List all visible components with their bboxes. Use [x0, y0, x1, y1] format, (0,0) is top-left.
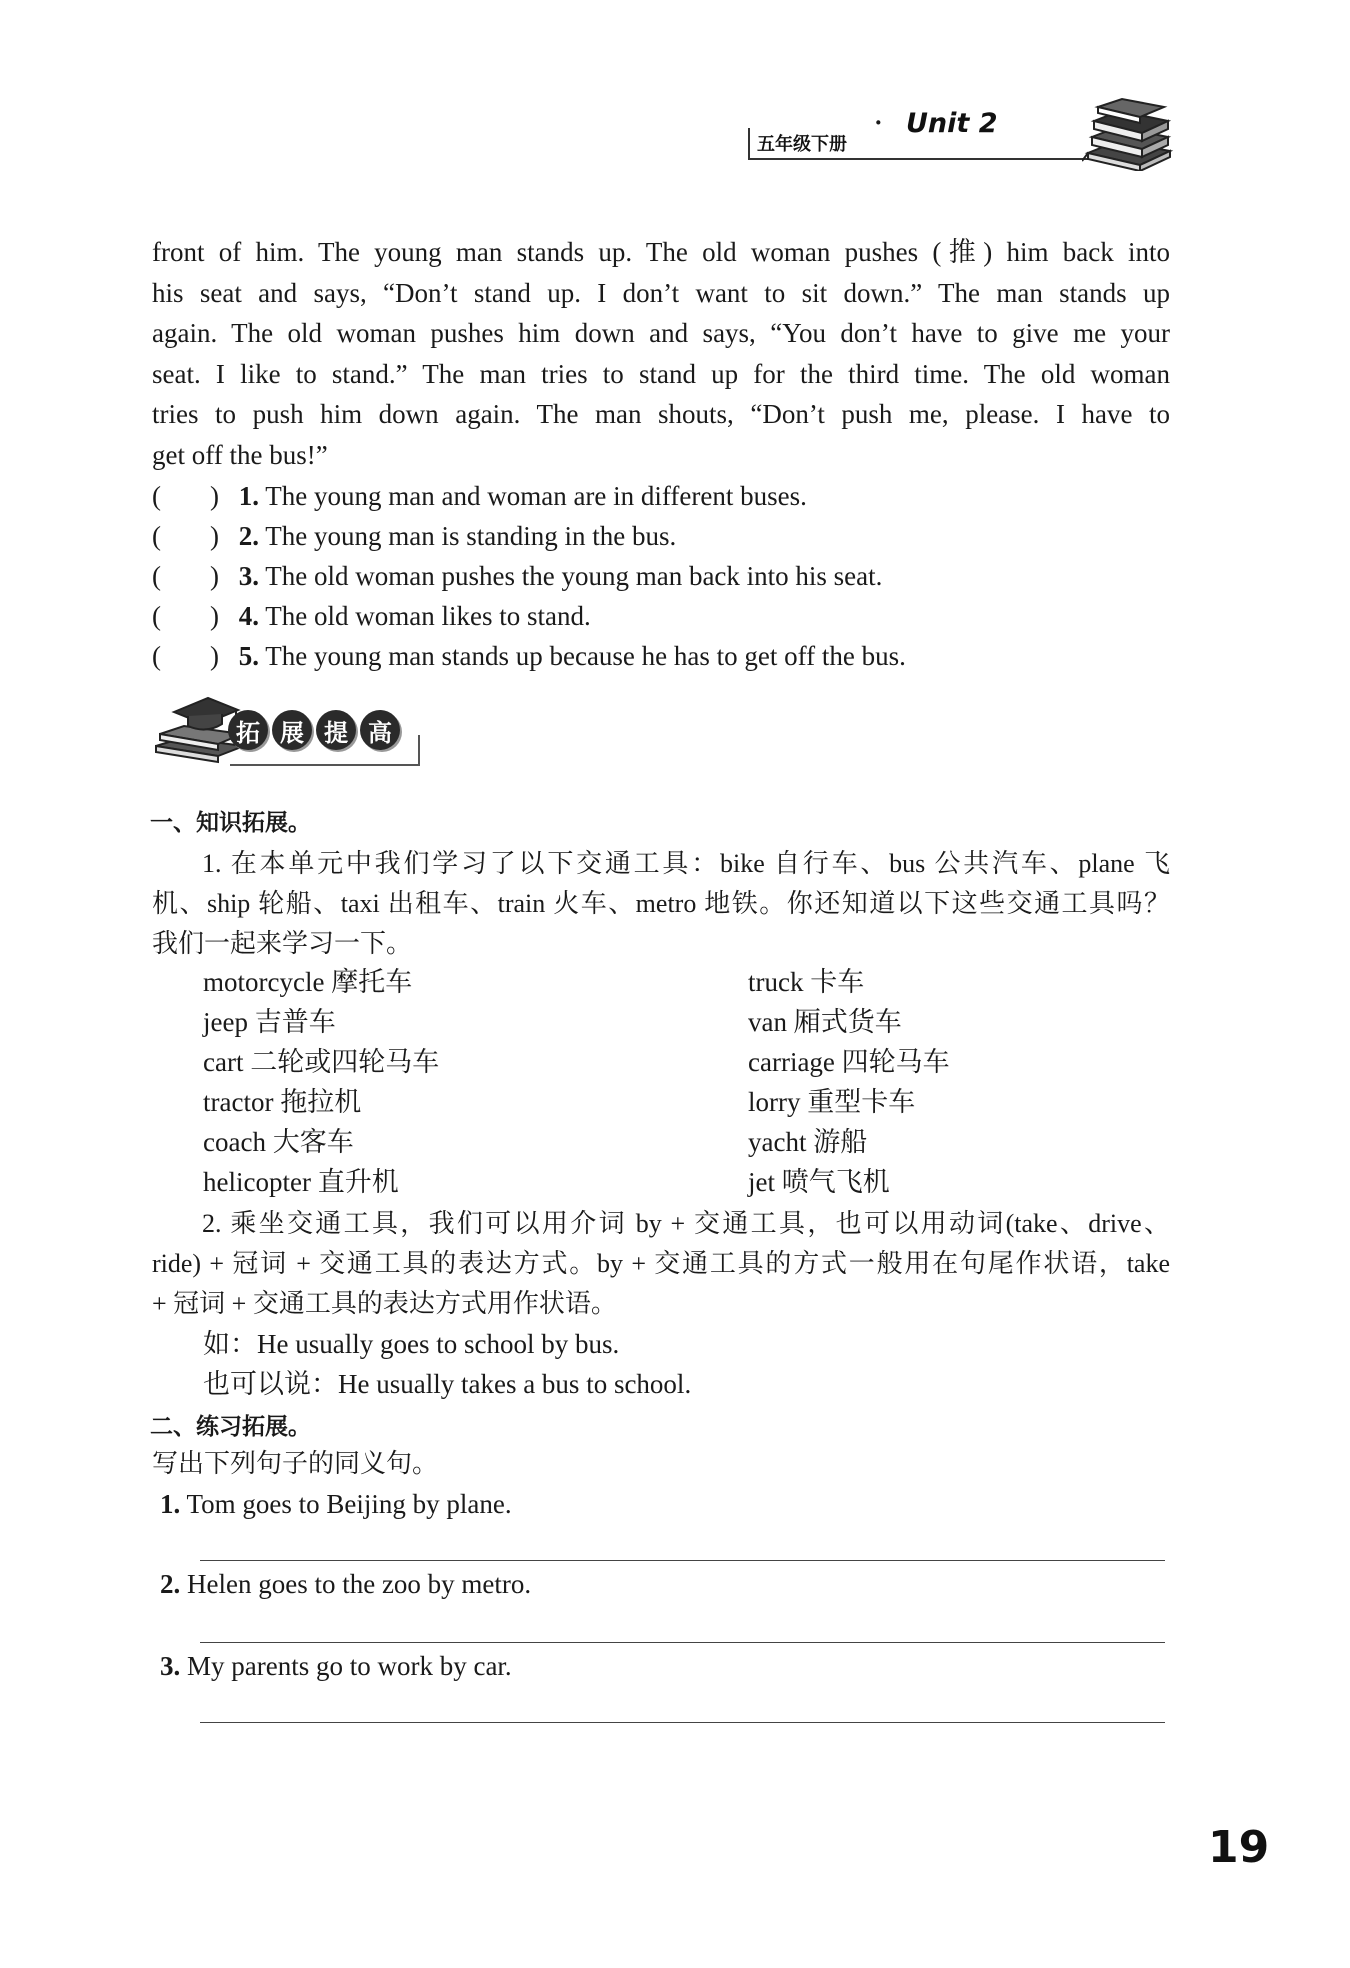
- question-text: The old woman pushes the young man back into his seat.: [265, 561, 883, 591]
- item-2-line: ride) + 冠词 + 交通工具的表达方式。by + 交通工具的方式一般用在句尾作状语，take: [152, 1249, 1170, 1278]
- vocab-item: jet 喷气飞机: [748, 1167, 890, 1197]
- vocab-item: jeep 吉普车: [203, 1007, 336, 1037]
- banner-char: 展: [272, 710, 312, 750]
- item-1-line: 1. 在本单元中我们学习了以下交通工具：bike 自行车、bus 公共汽车、plane 飞: [202, 849, 1170, 878]
- answer-line[interactable]: [200, 1560, 1165, 1561]
- vocab-item: cart 二轮或四轮马车: [203, 1047, 440, 1077]
- answer-paren-open[interactable]: (: [152, 601, 161, 631]
- banner-char: 高: [360, 710, 400, 750]
- passage-line: again. The old woman pushes him down and says, “You don’t have to give me your: [152, 318, 1170, 348]
- vocab-item: tractor 拖拉机: [203, 1087, 362, 1117]
- item-1-line: 我们一起来学习一下。: [152, 929, 413, 958]
- passage-line: front of him. The young man stands up. The old woman pushes (推) him back into: [152, 237, 1170, 267]
- question-number: 4.: [238, 601, 259, 631]
- vocab-item: van 厢式货车: [748, 1007, 902, 1037]
- banner-underline-edge: [418, 735, 420, 765]
- unit-label: Unit 2: [906, 108, 998, 139]
- question-row: [152, 516, 676, 556]
- page-number: 19: [1208, 1822, 1270, 1873]
- question-number: 3.: [238, 561, 259, 591]
- exercise-row: [160, 1646, 512, 1686]
- books-stack-icon: [1082, 95, 1174, 171]
- answer-paren-open[interactable]: (: [152, 481, 161, 511]
- example-sentence: 如：He usually goes to school by bus.: [203, 1329, 620, 1359]
- section-2-heading: 二、练习拓展。: [150, 1414, 311, 1440]
- answer-paren-close: ): [210, 641, 219, 671]
- answer-paren-open[interactable]: (: [152, 561, 161, 591]
- exercise-row: [160, 1564, 531, 1604]
- exercise-number: 2.: [160, 1569, 181, 1599]
- vocab-item: lorry 重型卡车: [748, 1087, 916, 1117]
- passage-line: seat. I like to stand.” The man tries to stand up for the third time. The old woman: [152, 358, 1170, 389]
- exercise-number: 1.: [160, 1489, 181, 1519]
- grade-label: 五年级下册: [757, 134, 847, 155]
- item-2-line: 2. 乘坐交通工具，我们可以用介词 by + 交通工具，也可以用动词(take、drive、: [202, 1209, 1170, 1238]
- exercise-row: [160, 1484, 512, 1524]
- answer-paren-open[interactable]: (: [152, 521, 161, 551]
- answer-paren-close: ): [210, 521, 219, 551]
- exercise-text: Tom goes to Beijing by plane.: [186, 1489, 512, 1519]
- answer-paren-close: ): [210, 561, 219, 591]
- answer-line[interactable]: [200, 1642, 1165, 1643]
- question-text: The young man stands up because he has to get off the bus.: [265, 641, 906, 671]
- vocab-item: yacht 游船: [748, 1127, 868, 1157]
- vocab-item: motorcycle 摩托车: [203, 967, 413, 997]
- section-2-instruction: 写出下列句子的同义句。: [152, 1449, 439, 1478]
- question-text: The young man is standing in the bus.: [265, 521, 677, 551]
- answer-line[interactable]: [200, 1722, 1165, 1723]
- question-text: The old woman likes to stand.: [265, 601, 591, 631]
- banner-char: 提: [316, 710, 356, 750]
- question-number: 5.: [238, 641, 259, 671]
- question-number: 2.: [238, 521, 259, 551]
- reading-passage: [152, 232, 1170, 475]
- banner-char: 拓: [228, 710, 268, 750]
- banner-underline: [230, 764, 420, 766]
- item-1-line: 机、ship 轮船、taxi 出租车、train 火车、metro 地铁。你还知道以下这些交通工具吗？: [152, 889, 1170, 918]
- question-row: [152, 636, 906, 676]
- header-dot: ·: [874, 108, 883, 137]
- answer-paren-close: ): [210, 601, 219, 631]
- vocab-item: truck 卡车: [748, 967, 865, 997]
- passage-line: his seat and says, “Don’t stand up. I don’t want to sit down.” The man stands up: [152, 277, 1170, 308]
- question-row: [152, 476, 807, 516]
- vocab-item: carriage 四轮马车: [748, 1047, 950, 1077]
- header-rule-left: [748, 128, 750, 158]
- vocab-item: coach 大客车: [203, 1127, 354, 1157]
- exercise-text: My parents go to work by car.: [187, 1651, 512, 1681]
- question-row: [152, 596, 591, 636]
- section-1-heading: 一、知识拓展。: [150, 810, 311, 836]
- item-2-line: + 冠词 + 交通工具的表达方式用作状语。: [152, 1289, 617, 1318]
- question-row: [152, 556, 882, 596]
- exercise-number: 3.: [160, 1651, 181, 1681]
- question-text: The young man and woman are in different buses.: [265, 481, 807, 511]
- passage-line: get off the bus!”: [152, 439, 328, 470]
- question-number: 1.: [238, 481, 259, 511]
- section-1-item-1: [152, 844, 1170, 964]
- section-1-item-2: [152, 1204, 1170, 1324]
- passage-line: tries to push him down again. The man shouts, “Don’t push me, please. I have to: [152, 399, 1170, 429]
- example-sentence: 也可以说：He usually takes a bus to school.: [203, 1369, 692, 1399]
- exercise-text: Helen goes to the zoo by metro.: [187, 1569, 532, 1599]
- answer-paren-open[interactable]: (: [152, 641, 161, 671]
- section-banner: [228, 710, 400, 750]
- vocab-item: helicopter 直升机: [203, 1167, 399, 1197]
- header-rule: [748, 158, 1098, 160]
- answer-paren-close: ): [210, 481, 219, 511]
